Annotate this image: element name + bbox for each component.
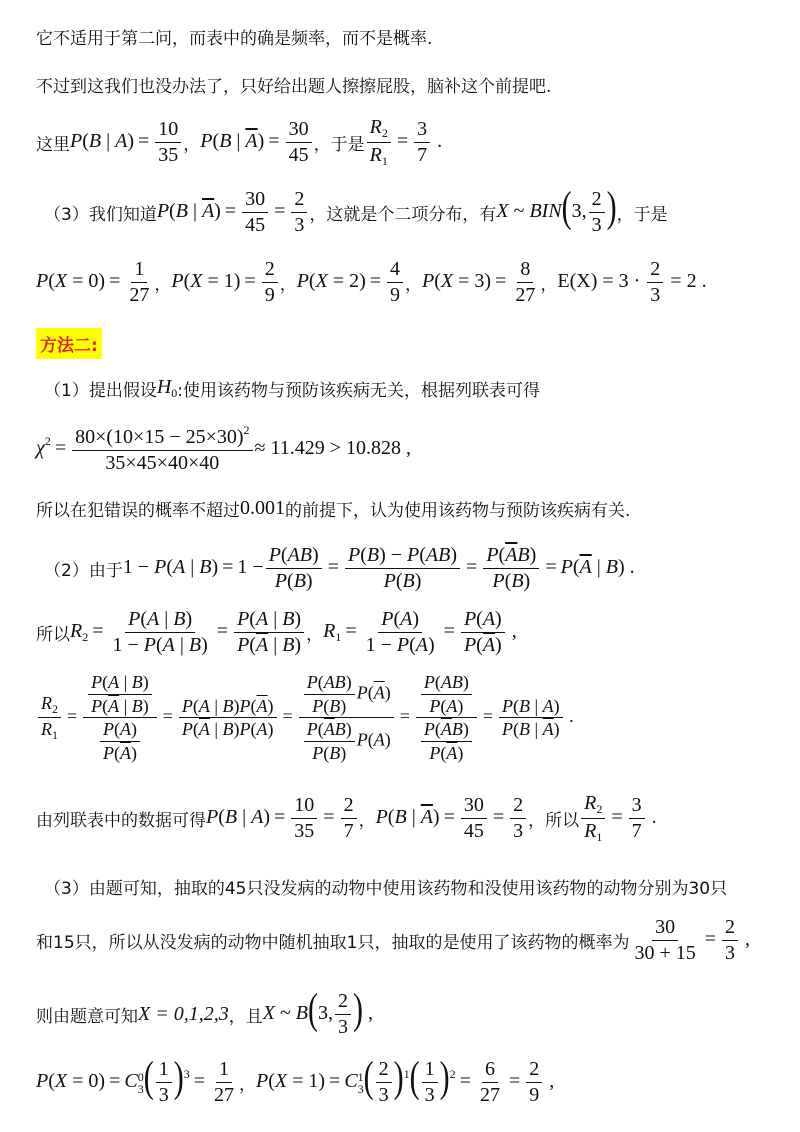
formula-line-4 (44, 183, 786, 237)
text: 它不适用于第二问，而表中的确是频率，而不是概率. (36, 29, 433, 49)
formula-line-15 (36, 916, 786, 965)
text: 所以在犯错误的概率不超过 (36, 501, 240, 521)
formula: X = 0,1,2,3 (138, 1003, 229, 1025)
formula-line-10 (44, 544, 786, 593)
formula: X ~ BIN(3, $\frac{2}{3}$ ) (496, 183, 617, 236)
formula: P(X = 2) = $\frac{4}{9}$ (297, 258, 405, 307)
text: （1）提出假设 (44, 381, 157, 401)
formula: P(B | $\overline{A}$) = $\frac{30}{45}$ (200, 118, 313, 167)
text: 这里 (36, 134, 70, 155)
text: ，于是 (313, 134, 365, 155)
method-label: 方法二: (36, 328, 102, 359)
text-line-1 (36, 24, 786, 49)
formula-line-3: 这里 P(B | A) = $\frac{10}{35}$ ， P(B | $\overline{A}$) = $\frac{30}{45}$ ，于是 $\frac{R_2}{R_1}$ = $\frac{3}{7}$ . (36, 116, 443, 168)
text-line-14 (44, 874, 786, 899)
text: 不过到这我们也没办法了，只好给出题人擦擦屁股，脑补这个前提吧. (36, 77, 552, 97)
text-line-9 (36, 496, 786, 521)
formula: P(B | A) = $\frac{10}{35}$ (70, 118, 183, 167)
formula: P(X = 3) = $\frac{8}{27}$ (422, 258, 536, 306)
formula: P(B | $\overline{A}$) = $\frac{30}{45}$ = $\frac{2}{3}$ (157, 188, 310, 237)
text: :使用该药物与预防该疾病无关，根据列联表可得 (177, 381, 541, 401)
text: （3）由题可知，抽取的45只没发病的动物中使用该药物和没使用该药物的动物分别为30只 (44, 879, 728, 899)
text: ，所以 (528, 810, 580, 831)
text: （2）由于 (44, 561, 123, 581)
text: 所以 (36, 625, 70, 645)
text-line-2 (36, 72, 786, 97)
text: （3）我们知道 (44, 205, 157, 225)
text: 和15只，所以从没发病的动物中随机抽取1只，抽取的是使用了该药物的概率为 (36, 933, 630, 953)
formula: $H_0$ (156, 376, 178, 400)
formula-line-11: 所以 $R_2$ = $\frac{P(A | B)}{1 - P(A | B)}$ = $\frac{P(A | B)}{P(\overline{A} | B)}$ ， $R_1$ = $\frac{P(A)}{1 - P(A)}$ = $\frac{P(A)}{P(\overline{A})}$ , (36, 608, 517, 656)
formula: E(X) = 3 · $\frac{2}{3}$ = 2 . (557, 258, 707, 306)
formula-line-16 (36, 985, 786, 1039)
formula: $\chi^2$ = $\frac{80\times(10\times 15 - 25\times 30)^2}{35\times 45\times 40\times 40}$ ≈ 11.429 > 10.828 , (36, 423, 412, 474)
formula: P(X = 1) = C 1 3 ( $\frac{2}{3}$ )$^1$( $\frac{1}{3}$ )$^2$ = $\frac{6}{27}$ = $\frac{2}{9}$ , (255, 1053, 555, 1106)
formula-line-17: P(X = 0) = C 0 3 ( $\frac{1}{3}$ )$^3$ = $\frac{1}{27}$ ， P(X = 1) = C 1 3 ( $\frac{2}{3}$ )$^1$( $\frac{1}{3}$ )$^2$ = $\frac{6}{27}$ = $\frac{2}{9}$ , (36, 1053, 555, 1106)
formula: X ~ B(3, $\frac{2}{3}$ ) , (262, 985, 373, 1038)
formula: P(X = 1) = $\frac{2}{9}$ (171, 258, 279, 307)
text: ，于是 (616, 205, 668, 225)
text: 由列联表中的数据可得 (36, 810, 206, 831)
formula: $\frac{30}{30 + 15}$ = $\frac{2}{3}$ , (634, 916, 751, 964)
formula: 1 − P(A | B) = 1 − $\frac{P(AB)}{P(B)}$ = $\frac{P(B) - P(AB)}{P(B)}$ = $\frac{P(\overline{A}B)}{P(B)}$ = $P(\overline{A}$ | B) . (122, 544, 635, 592)
formula: $\frac{R_2}{R_1}$ = $\frac{3}{7}$ . (579, 792, 657, 845)
text: 的前提下，认为使用该药物与预防该疾病有关. (285, 501, 631, 521)
text: ，且 (228, 1007, 263, 1027)
formula: P(X = 0) = C 0 3 ( $\frac{1}{3}$ )$^3$ = $\frac{1}{27}$ (36, 1053, 234, 1106)
ratio-formula (36, 672, 786, 764)
formula: P(B | A) = $\frac{10}{35}$ = $\frac{2}{7}$ (206, 794, 359, 843)
chi-square-formula (36, 424, 786, 475)
method-heading (36, 328, 786, 359)
formula-line-5: P(X = 0) = $\frac{1}{27}$ ， P(X = 1) = $\frac{2}{9}$ ， P(X = 2) = $\frac{4}{9}$ ， P(X = 3) = $\frac{8}{27}$ ， E(X) = 3 · $\frac{2}{3}$ = 2 . (36, 258, 707, 306)
text: ，这就是个二项分布，有 (309, 205, 497, 225)
formula: $\frac{R_2}{R_1}$ = $\frac{3}{7}$ . (365, 116, 443, 169)
formula: P(B | $\overline{A}$) = $\frac{30}{45}$ = $\frac{2}{3}$ (376, 794, 529, 843)
text: 则由题意可知 (36, 1007, 138, 1027)
text-line-7 (44, 376, 786, 401)
alpha-value: 0.001 (240, 497, 285, 519)
formula: $R_2$ = $\frac{P(A | B)}{1 - P(A | B)}$ = $\frac{P(A | B)}{P(\overline{A} | B)}$ (70, 608, 306, 657)
formula: $\frac{R_2}{R_1}$ = $\frac{\frac{P(A | B)}{P(\overline{A} | B)}}{\frac{P(A)}{P(\overline{A})}}$ = $\frac{P(A | B)P(\overline{A})}{P(\overline{A} | B)P(A)}$ = $\frac{P(AB)}{P(B)}$ $P(\overline{A})$ $\frac{P(\overline{A}B)}{P(B)}$ P(A) = $\frac{\frac{P(AB)}{P(A)}}{\frac{P(\overline{A}B)}{P(\overline{A})}}$ = $\frac{P(B | A)}{P(B | \overline{A})}$ . (36, 672, 574, 764)
formula-line-13: 由列联表中的数据可得 P(B | A) = $\frac{10}{35}$ = $\frac{2}{7}$ ， P(B | $\overline{A}$) = $\frac{30}{45}$ = $\frac{2}{3}$ ，所以 $\frac{R_2}{R_1}$ = $\frac{3}{7}$ . (36, 792, 657, 844)
formula: $R_1$ = $\frac{P(A)}{1 - P(A)}$ = $\frac{P(A)}{P(\overline{A})}$ , (323, 608, 517, 656)
formula: P(X = 0) = $\frac{1}{27}$ (36, 258, 150, 306)
